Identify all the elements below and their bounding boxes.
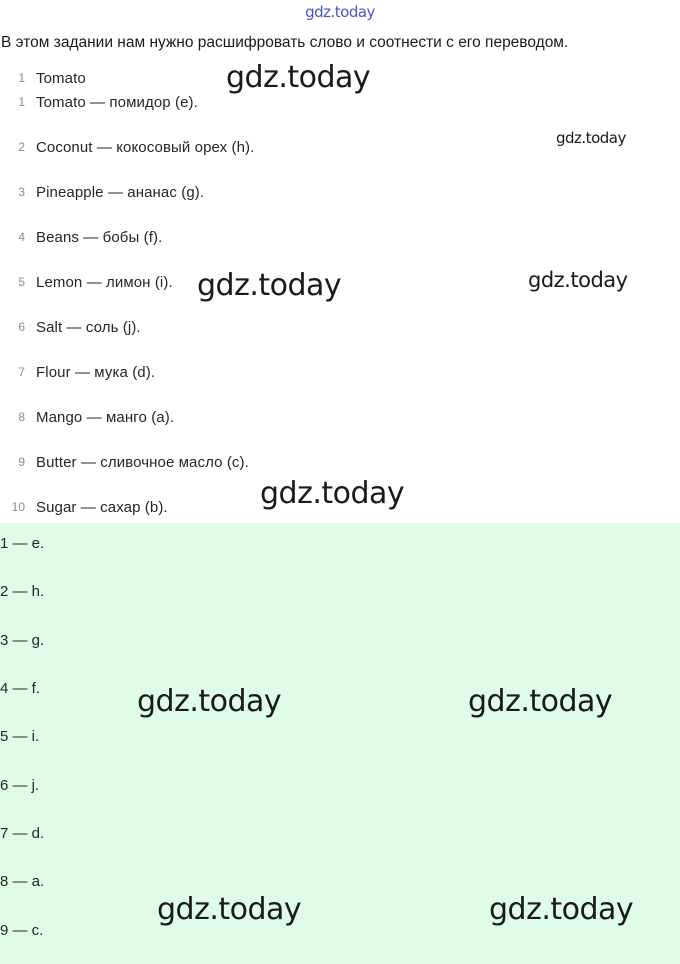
list-item: [0, 91, 198, 113]
list-text: Mango — манго (a).: [36, 408, 175, 426]
watermark: gdz.today: [468, 684, 613, 719]
list-number: 6: [18, 320, 25, 334]
answer-item: 5 — i.: [0, 728, 40, 745]
watermark: gdz.today: [489, 892, 634, 927]
list-text: Beans — бобы (f).: [36, 228, 163, 246]
list-number: 3: [18, 185, 25, 199]
watermark: gdz.today: [260, 476, 405, 511]
list-text: Butter — сливочное масло (c).: [36, 453, 249, 471]
list-number: 4: [18, 230, 25, 244]
watermark: gdz.today: [556, 129, 626, 147]
list-item: [0, 361, 155, 383]
list-number: 1: [18, 95, 25, 109]
list-text: Pineapple — ананас (g).: [36, 183, 205, 201]
list-item-partial: [0, 68, 86, 88]
watermark: gdz.today: [197, 268, 342, 303]
list-item: [0, 271, 173, 293]
list-text: Salt — соль (j).: [36, 318, 141, 336]
list-text: Flour — мука (d).: [36, 363, 156, 381]
list-item: [0, 226, 162, 248]
list-text: Sugar — сахар (b).: [36, 498, 168, 516]
answer-item: 2 — h.: [0, 583, 45, 600]
list-number: 8: [18, 410, 25, 424]
site-logo[interactable]: gdz.today: [305, 3, 375, 21]
list-text: Tomato — помидор (e).: [36, 93, 198, 111]
list-number: 10: [11, 500, 25, 514]
task-intro-text: В этом задании нам нужно расшифровать слово и соотнести с его переводом.: [1, 34, 569, 51]
answer-item: 7 — d.: [0, 825, 45, 842]
answer-item: 9 — c.: [0, 922, 44, 939]
list-text: Lemon — лимон (i).: [36, 273, 173, 291]
list-item: [0, 316, 141, 338]
list-text: Coconut — кокосовый орех (h).: [36, 138, 255, 156]
watermark: gdz.today: [226, 60, 371, 95]
list-item: [0, 181, 204, 203]
watermark: gdz.today: [157, 892, 302, 927]
list-number: 2: [18, 140, 25, 154]
watermark: gdz.today: [528, 268, 628, 292]
list-item: [0, 136, 254, 158]
answer-item: 3 — g.: [0, 632, 45, 649]
watermark: gdz.today: [137, 684, 282, 719]
answer-item: 6 — j.: [0, 777, 40, 794]
answer-item: 1 — e.: [0, 535, 45, 552]
answer-item: 8 — a.: [0, 873, 45, 890]
list-number: 7: [18, 365, 25, 379]
list-item: [0, 496, 168, 518]
list-number: 1: [18, 71, 25, 85]
list-item: [0, 406, 174, 428]
list-number: 5: [18, 275, 25, 289]
answer-item: 4 — f.: [0, 680, 41, 697]
list-number: 9: [18, 455, 25, 469]
list-text: Tomato: [36, 69, 86, 87]
list-item: [0, 451, 249, 473]
